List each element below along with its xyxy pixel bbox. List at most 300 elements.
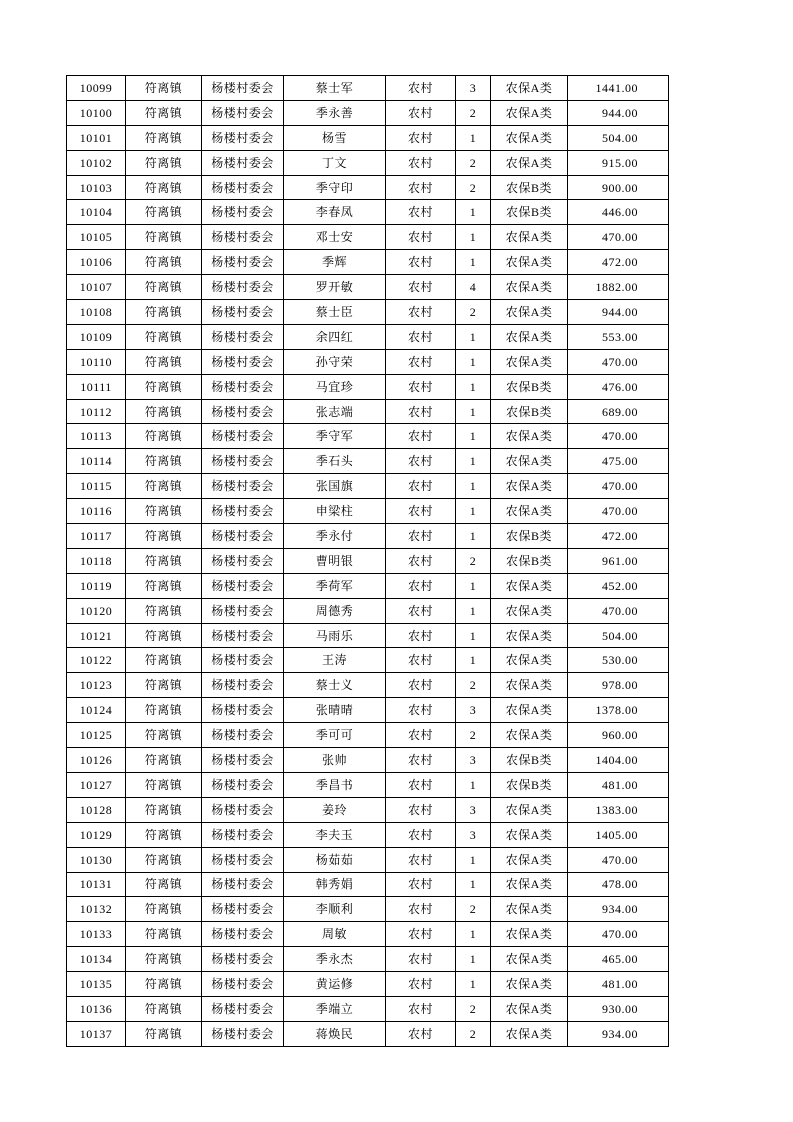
cell-person-id: 10122	[67, 648, 126, 673]
cell-residence-type: 农村	[386, 150, 456, 175]
cell-person-name: 姜玲	[284, 797, 386, 822]
cell-town: 符离镇	[126, 897, 202, 922]
cell-amount: 944.00	[568, 100, 669, 125]
cell-town: 符离镇	[126, 474, 202, 499]
cell-person-count: 1	[456, 623, 491, 648]
cell-person-id: 10125	[67, 723, 126, 748]
cell-person-count: 1	[456, 872, 491, 897]
cell-village-committee: 杨楼村委会	[202, 847, 284, 872]
cell-residence-type: 农村	[386, 648, 456, 673]
cell-town: 符离镇	[126, 499, 202, 524]
records-table-body	[67, 76, 669, 1047]
cell-amount: 481.00	[568, 772, 669, 797]
cell-amount: 470.00	[568, 225, 669, 250]
cell-amount: 452.00	[568, 573, 669, 598]
cell-town: 符离镇	[126, 349, 202, 374]
cell-person-count: 1	[456, 349, 491, 374]
table-row	[67, 499, 669, 524]
table-row	[67, 150, 669, 175]
cell-amount: 530.00	[568, 648, 669, 673]
cell-residence-type: 农村	[386, 250, 456, 275]
cell-town: 符离镇	[126, 872, 202, 897]
cell-residence-type: 农村	[386, 548, 456, 573]
cell-village-committee: 杨楼村委会	[202, 822, 284, 847]
cell-village-committee: 杨楼村委会	[202, 1021, 284, 1046]
cell-person-name: 季端立	[284, 996, 386, 1021]
cell-residence-type: 农村	[386, 474, 456, 499]
cell-insurance-category: 农保A类	[491, 349, 568, 374]
cell-person-count: 1	[456, 947, 491, 972]
cell-person-count: 2	[456, 100, 491, 125]
cell-village-committee: 杨楼村委会	[202, 922, 284, 947]
cell-residence-type: 农村	[386, 200, 456, 225]
cell-person-count: 3	[456, 698, 491, 723]
table-row	[67, 76, 669, 101]
cell-amount: 930.00	[568, 996, 669, 1021]
cell-residence-type: 农村	[386, 598, 456, 623]
cell-person-count: 1	[456, 772, 491, 797]
cell-residence-type: 农村	[386, 748, 456, 773]
cell-residence-type: 农村	[386, 125, 456, 150]
cell-village-committee: 杨楼村委会	[202, 225, 284, 250]
cell-person-id: 10102	[67, 150, 126, 175]
cell-town: 符离镇	[126, 175, 202, 200]
cell-person-id: 10108	[67, 300, 126, 325]
cell-town: 符离镇	[126, 822, 202, 847]
table-row	[67, 673, 669, 698]
cell-insurance-category: 农保B类	[491, 748, 568, 773]
cell-person-name: 罗开敏	[284, 275, 386, 300]
cell-town: 符离镇	[126, 797, 202, 822]
cell-insurance-category: 农保B类	[491, 548, 568, 573]
cell-insurance-category: 农保A类	[491, 996, 568, 1021]
cell-person-id: 10127	[67, 772, 126, 797]
cell-insurance-category: 农保A类	[491, 424, 568, 449]
cell-insurance-category: 农保A类	[491, 100, 568, 125]
cell-amount: 553.00	[568, 324, 669, 349]
cell-person-name: 季石头	[284, 449, 386, 474]
table-row	[67, 972, 669, 997]
cell-amount: 934.00	[568, 897, 669, 922]
cell-person-id: 10129	[67, 822, 126, 847]
cell-residence-type: 农村	[386, 698, 456, 723]
cell-village-committee: 杨楼村委会	[202, 748, 284, 773]
cell-residence-type: 农村	[386, 797, 456, 822]
cell-village-committee: 杨楼村委会	[202, 175, 284, 200]
cell-residence-type: 农村	[386, 872, 456, 897]
cell-person-id: 10111	[67, 374, 126, 399]
cell-town: 符离镇	[126, 947, 202, 972]
cell-insurance-category: 农保A类	[491, 76, 568, 101]
cell-village-committee: 杨楼村委会	[202, 300, 284, 325]
cell-residence-type: 农村	[386, 225, 456, 250]
cell-village-committee: 杨楼村委会	[202, 598, 284, 623]
cell-residence-type: 农村	[386, 573, 456, 598]
cell-amount: 472.00	[568, 524, 669, 549]
cell-residence-type: 农村	[386, 374, 456, 399]
cell-residence-type: 农村	[386, 324, 456, 349]
cell-person-id: 10136	[67, 996, 126, 1021]
cell-insurance-category: 农保A类	[491, 673, 568, 698]
cell-amount: 689.00	[568, 399, 669, 424]
cell-person-name: 韩秀娟	[284, 872, 386, 897]
cell-insurance-category: 农保A类	[491, 897, 568, 922]
cell-residence-type: 农村	[386, 100, 456, 125]
cell-residence-type: 农村	[386, 772, 456, 797]
cell-person-count: 1	[456, 474, 491, 499]
cell-insurance-category: 农保A类	[491, 723, 568, 748]
cell-person-id: 10135	[67, 972, 126, 997]
cell-amount: 504.00	[568, 125, 669, 150]
cell-person-count: 1	[456, 374, 491, 399]
cell-person-id: 10123	[67, 673, 126, 698]
table-row	[67, 922, 669, 947]
cell-town: 符离镇	[126, 548, 202, 573]
cell-town: 符离镇	[126, 772, 202, 797]
cell-person-name: 季永善	[284, 100, 386, 125]
cell-person-count: 2	[456, 996, 491, 1021]
cell-village-committee: 杨楼村委会	[202, 125, 284, 150]
cell-village-committee: 杨楼村委会	[202, 474, 284, 499]
cell-amount: 1882.00	[568, 275, 669, 300]
cell-insurance-category: 农保A类	[491, 150, 568, 175]
cell-person-name: 张国旗	[284, 474, 386, 499]
cell-person-name: 蒋焕民	[284, 1021, 386, 1046]
table-row	[67, 424, 669, 449]
table-row	[67, 225, 669, 250]
cell-person-name: 黄运修	[284, 972, 386, 997]
cell-person-id: 10119	[67, 573, 126, 598]
cell-amount: 504.00	[568, 623, 669, 648]
cell-person-count: 1	[456, 399, 491, 424]
cell-amount: 961.00	[568, 548, 669, 573]
cell-amount: 472.00	[568, 250, 669, 275]
cell-person-name: 季可可	[284, 723, 386, 748]
cell-residence-type: 农村	[386, 847, 456, 872]
cell-residence-type: 农村	[386, 499, 456, 524]
table-row	[67, 300, 669, 325]
cell-amount: 978.00	[568, 673, 669, 698]
cell-insurance-category: 农保A类	[491, 797, 568, 822]
cell-town: 符离镇	[126, 623, 202, 648]
cell-person-count: 1	[456, 324, 491, 349]
cell-residence-type: 农村	[386, 996, 456, 1021]
cell-village-committee: 杨楼村委会	[202, 897, 284, 922]
cell-town: 符离镇	[126, 324, 202, 349]
table-row	[67, 623, 669, 648]
cell-insurance-category: 农保A类	[491, 1021, 568, 1046]
cell-person-name: 孙守荣	[284, 349, 386, 374]
cell-village-committee: 杨楼村委会	[202, 698, 284, 723]
cell-residence-type: 农村	[386, 822, 456, 847]
cell-insurance-category: 农保B类	[491, 524, 568, 549]
cell-person-name: 张晴晴	[284, 698, 386, 723]
cell-village-committee: 杨楼村委会	[202, 648, 284, 673]
cell-person-count: 1	[456, 225, 491, 250]
cell-insurance-category: 农保B类	[491, 200, 568, 225]
table-row	[67, 200, 669, 225]
table-row	[67, 275, 669, 300]
table-row	[67, 324, 669, 349]
cell-person-id: 10120	[67, 598, 126, 623]
cell-person-count: 2	[456, 897, 491, 922]
cell-person-count: 1	[456, 449, 491, 474]
cell-amount: 470.00	[568, 474, 669, 499]
cell-amount: 1405.00	[568, 822, 669, 847]
cell-person-name: 杨茹茹	[284, 847, 386, 872]
cell-person-id: 10104	[67, 200, 126, 225]
cell-person-name: 季永杰	[284, 947, 386, 972]
cell-residence-type: 农村	[386, 300, 456, 325]
cell-person-count: 3	[456, 797, 491, 822]
cell-village-committee: 杨楼村委会	[202, 374, 284, 399]
cell-person-id: 10116	[67, 499, 126, 524]
cell-person-count: 1	[456, 524, 491, 549]
cell-person-name: 蔡士军	[284, 76, 386, 101]
cell-insurance-category: 农保A类	[491, 499, 568, 524]
cell-residence-type: 农村	[386, 399, 456, 424]
cell-person-count: 2	[456, 300, 491, 325]
cell-village-committee: 杨楼村委会	[202, 275, 284, 300]
cell-person-id: 10099	[67, 76, 126, 101]
table-row	[67, 175, 669, 200]
cell-person-name: 马宜珍	[284, 374, 386, 399]
table-row	[67, 822, 669, 847]
table-row	[67, 399, 669, 424]
cell-person-name: 季荷军	[284, 573, 386, 598]
cell-amount: 470.00	[568, 922, 669, 947]
table-row	[67, 524, 669, 549]
cell-amount: 470.00	[568, 847, 669, 872]
cell-residence-type: 农村	[386, 1021, 456, 1046]
cell-insurance-category: 农保A类	[491, 698, 568, 723]
cell-person-count: 2	[456, 1021, 491, 1046]
cell-person-name: 张帅	[284, 748, 386, 773]
cell-person-name: 马雨乐	[284, 623, 386, 648]
cell-town: 符离镇	[126, 748, 202, 773]
cell-village-committee: 杨楼村委会	[202, 797, 284, 822]
cell-residence-type: 农村	[386, 449, 456, 474]
cell-town: 符离镇	[126, 200, 202, 225]
cell-town: 符离镇	[126, 225, 202, 250]
cell-amount: 481.00	[568, 972, 669, 997]
table-row	[67, 897, 669, 922]
cell-town: 符离镇	[126, 424, 202, 449]
table-row	[67, 100, 669, 125]
cell-insurance-category: 农保A类	[491, 324, 568, 349]
table-row	[67, 872, 669, 897]
cell-amount: 1441.00	[568, 76, 669, 101]
cell-village-committee: 杨楼村委会	[202, 673, 284, 698]
cell-person-count: 1	[456, 424, 491, 449]
cell-amount: 944.00	[568, 300, 669, 325]
cell-village-committee: 杨楼村委会	[202, 548, 284, 573]
cell-person-count: 1	[456, 125, 491, 150]
cell-town: 符离镇	[126, 573, 202, 598]
cell-person-name: 李顺利	[284, 897, 386, 922]
cell-amount: 900.00	[568, 175, 669, 200]
table-row	[67, 996, 669, 1021]
cell-person-name: 邓士安	[284, 225, 386, 250]
cell-person-id: 10109	[67, 324, 126, 349]
cell-amount: 478.00	[568, 872, 669, 897]
cell-town: 符离镇	[126, 100, 202, 125]
table-row	[67, 797, 669, 822]
cell-town: 符离镇	[126, 598, 202, 623]
cell-person-id: 10133	[67, 922, 126, 947]
cell-village-committee: 杨楼村委会	[202, 723, 284, 748]
cell-person-id: 10134	[67, 947, 126, 972]
cell-person-id: 10118	[67, 548, 126, 573]
cell-village-committee: 杨楼村委会	[202, 524, 284, 549]
cell-village-committee: 杨楼村委会	[202, 449, 284, 474]
cell-person-name: 张志端	[284, 399, 386, 424]
cell-person-count: 3	[456, 76, 491, 101]
cell-residence-type: 农村	[386, 175, 456, 200]
cell-person-count: 1	[456, 499, 491, 524]
cell-insurance-category: 农保A类	[491, 449, 568, 474]
cell-person-id: 10107	[67, 275, 126, 300]
cell-person-id: 10114	[67, 449, 126, 474]
cell-person-name: 丁文	[284, 150, 386, 175]
spreadsheet-page	[66, 75, 669, 1047]
cell-person-id: 10100	[67, 100, 126, 125]
cell-residence-type: 农村	[386, 623, 456, 648]
cell-residence-type: 农村	[386, 349, 456, 374]
cell-town: 符离镇	[126, 922, 202, 947]
cell-person-count: 2	[456, 150, 491, 175]
cell-village-committee: 杨楼村委会	[202, 499, 284, 524]
cell-insurance-category: 农保B类	[491, 772, 568, 797]
cell-village-committee: 杨楼村委会	[202, 996, 284, 1021]
cell-amount: 475.00	[568, 449, 669, 474]
cell-village-committee: 杨楼村委会	[202, 623, 284, 648]
cell-insurance-category: 农保A类	[491, 250, 568, 275]
table-row	[67, 548, 669, 573]
cell-town: 符离镇	[126, 250, 202, 275]
cell-insurance-category: 农保B类	[491, 175, 568, 200]
table-row	[67, 573, 669, 598]
cell-residence-type: 农村	[386, 524, 456, 549]
cell-person-id: 10124	[67, 698, 126, 723]
cell-person-id: 10106	[67, 250, 126, 275]
cell-insurance-category: 农保A类	[491, 872, 568, 897]
cell-person-id: 10101	[67, 125, 126, 150]
cell-person-name: 季守军	[284, 424, 386, 449]
cell-person-count: 1	[456, 200, 491, 225]
cell-insurance-category: 农保A类	[491, 822, 568, 847]
cell-person-name: 李春凤	[284, 200, 386, 225]
cell-amount: 476.00	[568, 374, 669, 399]
cell-person-count: 2	[456, 548, 491, 573]
table-row	[67, 698, 669, 723]
cell-insurance-category: 农保A类	[491, 972, 568, 997]
cell-amount: 470.00	[568, 499, 669, 524]
cell-amount: 1383.00	[568, 797, 669, 822]
cell-village-committee: 杨楼村委会	[202, 100, 284, 125]
cell-insurance-category: 农保A类	[491, 847, 568, 872]
cell-insurance-category: 农保A类	[491, 300, 568, 325]
cell-village-committee: 杨楼村委会	[202, 947, 284, 972]
cell-person-name: 申梁柱	[284, 499, 386, 524]
cell-residence-type: 农村	[386, 897, 456, 922]
cell-amount: 915.00	[568, 150, 669, 175]
cell-person-name: 季昌书	[284, 772, 386, 797]
cell-residence-type: 农村	[386, 972, 456, 997]
cell-village-committee: 杨楼村委会	[202, 76, 284, 101]
cell-village-committee: 杨楼村委会	[202, 349, 284, 374]
cell-amount: 1404.00	[568, 748, 669, 773]
cell-town: 符离镇	[126, 847, 202, 872]
cell-amount: 446.00	[568, 200, 669, 225]
cell-insurance-category: 农保A类	[491, 623, 568, 648]
cell-village-committee: 杨楼村委会	[202, 200, 284, 225]
cell-person-id: 10121	[67, 623, 126, 648]
cell-town: 符离镇	[126, 698, 202, 723]
cell-town: 符离镇	[126, 374, 202, 399]
cell-insurance-category: 农保A类	[491, 598, 568, 623]
cell-person-name: 李夫玉	[284, 822, 386, 847]
cell-person-name: 蔡士义	[284, 673, 386, 698]
table-row	[67, 1021, 669, 1046]
cell-person-name: 曹明银	[284, 548, 386, 573]
cell-residence-type: 农村	[386, 922, 456, 947]
cell-person-count: 1	[456, 922, 491, 947]
cell-insurance-category: 农保A类	[491, 225, 568, 250]
cell-village-committee: 杨楼村委会	[202, 150, 284, 175]
cell-person-name: 季辉	[284, 250, 386, 275]
table-row	[67, 723, 669, 748]
cell-person-id: 10117	[67, 524, 126, 549]
cell-insurance-category: 农保A类	[491, 275, 568, 300]
cell-town: 符离镇	[126, 996, 202, 1021]
cell-town: 符离镇	[126, 648, 202, 673]
cell-village-committee: 杨楼村委会	[202, 324, 284, 349]
cell-person-name: 余四红	[284, 324, 386, 349]
cell-town: 符离镇	[126, 399, 202, 424]
cell-town: 符离镇	[126, 449, 202, 474]
cell-village-committee: 杨楼村委会	[202, 772, 284, 797]
table-row	[67, 598, 669, 623]
cell-town: 符离镇	[126, 300, 202, 325]
table-row	[67, 748, 669, 773]
cell-person-count: 3	[456, 748, 491, 773]
cell-amount: 1378.00	[568, 698, 669, 723]
cell-person-count: 1	[456, 648, 491, 673]
cell-person-name: 周敏	[284, 922, 386, 947]
cell-residence-type: 农村	[386, 947, 456, 972]
table-row	[67, 772, 669, 797]
cell-village-committee: 杨楼村委会	[202, 872, 284, 897]
cell-person-name: 季永付	[284, 524, 386, 549]
cell-residence-type: 农村	[386, 424, 456, 449]
cell-insurance-category: 农保B类	[491, 374, 568, 399]
cell-village-committee: 杨楼村委会	[202, 424, 284, 449]
cell-village-committee: 杨楼村委会	[202, 972, 284, 997]
cell-town: 符离镇	[126, 524, 202, 549]
cell-person-id: 10130	[67, 847, 126, 872]
cell-person-count: 1	[456, 847, 491, 872]
cell-town: 符离镇	[126, 723, 202, 748]
cell-person-count: 1	[456, 598, 491, 623]
cell-amount: 934.00	[568, 1021, 669, 1046]
cell-insurance-category: 农保A类	[491, 648, 568, 673]
table-row	[67, 449, 669, 474]
cell-person-count: 2	[456, 175, 491, 200]
cell-person-id: 10132	[67, 897, 126, 922]
cell-person-id: 10126	[67, 748, 126, 773]
cell-person-name: 周德秀	[284, 598, 386, 623]
